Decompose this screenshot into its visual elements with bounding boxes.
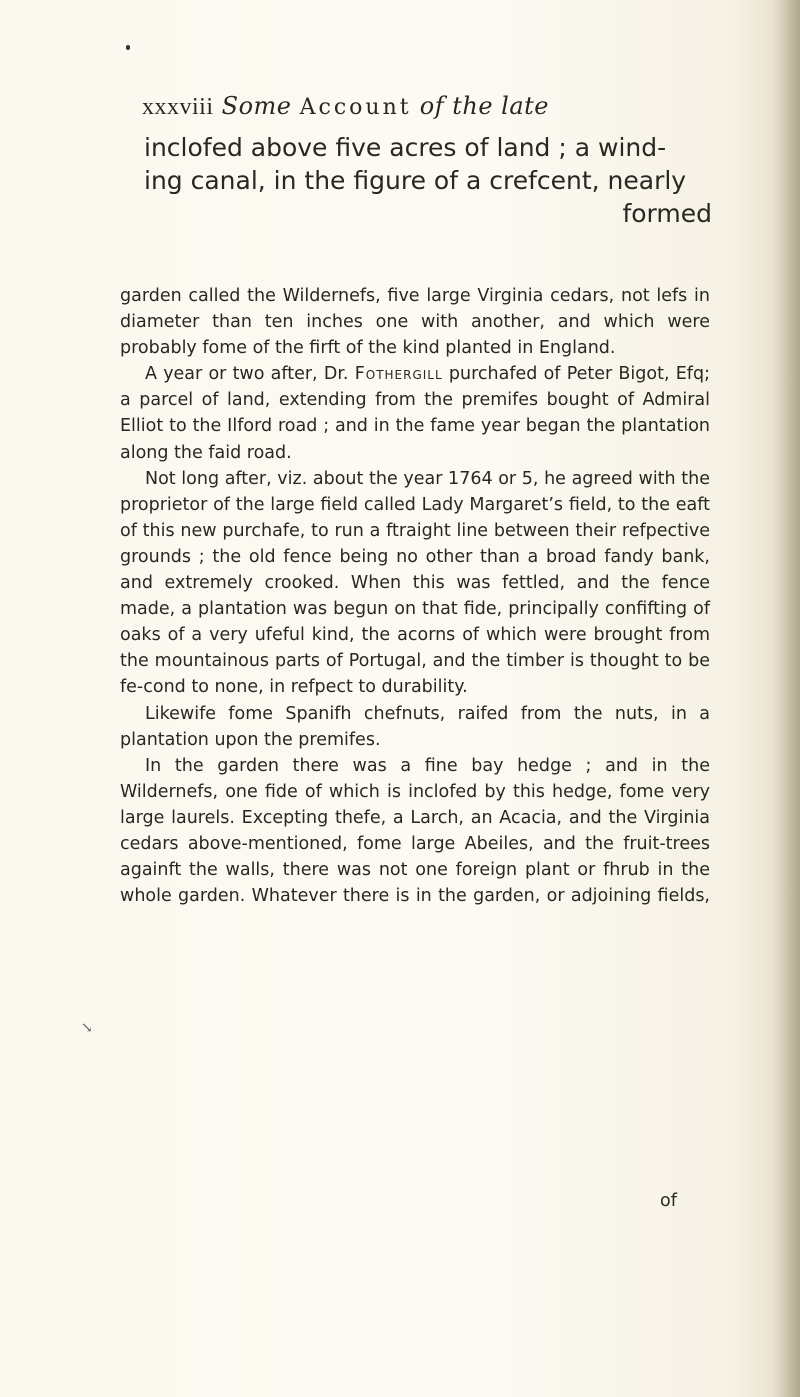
catchword: of	[660, 1191, 677, 1211]
paragraph-2-lead: A year or two after, Dr.	[145, 364, 349, 385]
header-title-italic-1: Some	[221, 92, 292, 120]
header-title-italic-2: of the late	[419, 92, 549, 120]
header-title-caps: Account	[299, 95, 412, 120]
paragraph-1: garden called the Wildernefs, five large Virginia cedars, not lefs in diameter than ten inches one with another, and which were probably fome of the firft of the kind planted in England.	[120, 286, 710, 359]
page-number: xxxviii	[142, 94, 214, 120]
paragraph-3: Not long after, viz. about the year 1764 or 5, he agreed with the proprietor of the large field called Lady Margaret’s field, to the eaft of this new purchafe, to run a ftraight line between their refpective grounds ; the old fence being no other than a broad fandy bank, and extremely crooked. When this was fettled, and the fence made, a plantation was begun on that fide, principally confifting of oaks of a very ufeful kind, the acorns of which were brought from the mountainous parts of Portugal, and the timber is thought to be fe-cond to none, in refpect to durability.	[120, 468, 710, 698]
passage-line-1: inclofed above five acres of land ; a wind-	[144, 133, 667, 162]
passage-line-2: ing canal, in the figure of a crefcent, nearly	[144, 166, 687, 195]
large-type-passage	[144, 131, 712, 230]
passage-line-3: formed	[622, 199, 712, 228]
paragraph-5: In the garden there was a fine bay hedge ; and in the Wildernefs, one fide of which is inclofed by this hedge, fome very large laurels. Excepting thefe, a Larch, an Acacia, and the Virginia cedars above-mentioned, fome large Abeiles, and the fruit-trees againft the walls, there was not one foreign plant or fhrub in the whole garden. Whatever there is in the garden, or adjoining fields,	[120, 755, 710, 907]
paragraph-4: Likewife fome Spanifh chefnuts, raifed from the nuts, in a plantation upon the premifes.	[120, 703, 710, 750]
page-edge-shadow	[772, 0, 800, 1397]
body-text	[120, 283, 710, 909]
paragraph-2-name: Fothergill	[354, 364, 443, 385]
paragraph-2-rest: purchafed of Peter Bigot, Efq; a parcel of land, extending from the premifes bought of Admiral Elliot to the Ilford road ; and in the fame year began the plantation along the faid road.	[120, 364, 710, 463]
paragraph-2	[120, 361, 710, 465]
ink-speck	[126, 45, 130, 50]
running-header	[142, 92, 549, 121]
margin-mark: ↘	[81, 1020, 93, 1036]
